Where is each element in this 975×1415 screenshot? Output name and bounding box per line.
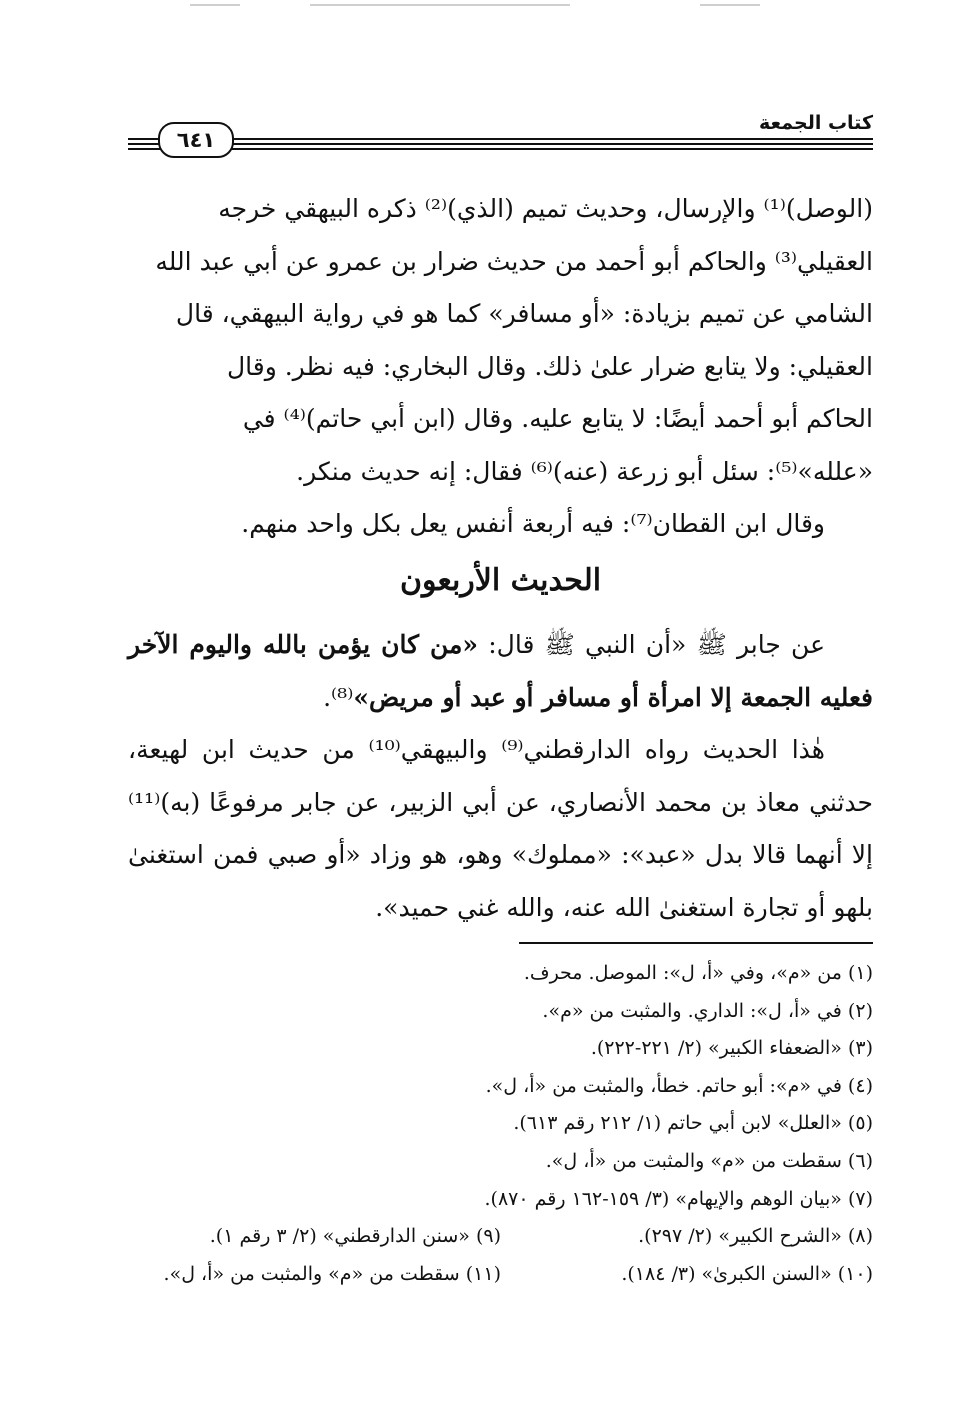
footnote: (٩) «سنن الدارقطني» (٢/ ٣ رقم ١). [209,1225,501,1248]
footnote-ref: ⁽⁸⁾. [323,682,354,712]
text-line: الحاكم أبو أحمد أيضًا: لا يتابع عليه. وقال (ابن أبي حاتم)⁽⁴⁾ في [242,404,873,433]
page-number: ٦٤١ [158,122,234,158]
footnote: (٢) في «أ، ل»: الداري. والمثبت من «م». [542,999,873,1022]
commentary-paragraph: هٰذا الحديث رواه الدارقطني⁽⁹⁾ والبيهقي⁽¹⁰⁾ من حديث ابن لهيعة، حدثني معاذ بن محمد الأنصاري، عن أبي الزبير، عن جابر مرفوعًا (به)⁽¹¹⁾ إلا أنهما قالا بدل «عبد»: «مملوك» وهو، هو وزاد «أو صبي فمن استغنىٰ بلهو أو تجارة استغنىٰ الله عنه، والله غني حميد». [128,735,873,922]
footnote-row [128,1256,873,1294]
footnote: (٨) «الشرح الكبير» (٢/ ٢٩٧). [638,1225,873,1248]
scan-mark [310,4,570,6]
hadith-text [128,619,873,934]
footnote-row [128,1068,873,1106]
footnote: (١١) سقطت من «م» والمثبت من «أ، ل». [163,1262,501,1285]
header-rule [128,138,873,140]
page-header [128,112,873,160]
text-line: (الوصل)⁽¹⁾ والإرسال، وحديث تميم (الذي)⁽²⁾ ذكره البيهقي خرجه [218,194,873,223]
footnote-row [128,1181,873,1219]
hadith-matn: «من كان يؤمن بالله واليوم الآخر فعليه الجمعة إلا امرأة أو مسافر أو عبد أو مريض» [128,630,873,712]
footnote: (١٠) «السنن الكبرىٰ» (٣/ ١٨٤). [621,1262,873,1285]
footnote-row [128,955,873,993]
text-line: وقال ابن القطان⁽⁷⁾: فيه أربعة أنفس يعل بكل واحد منهم. [241,509,825,538]
footnote: (١) من «م»، وفي «أ، ل»: الموصل. محرف. [523,962,873,984]
footnote: (٦) سقطت من «م» والمثبت من «أ، ل». [545,1149,873,1172]
text-line: العقيلي⁽³⁾ والحاكم أبو أحمد من حديث ضرار بن عمرو عن أبي عبد الله [155,246,873,276]
footnote: (٣) «الضعفاء الكبير» (٢/ ٢٢١-٢٢٢). [590,1037,873,1060]
footnote-separator [519,942,873,944]
footnote-row [128,1143,873,1181]
header-rule [128,148,873,150]
scan-mark [190,4,240,6]
footnote-row [128,1218,873,1256]
text-line: «علله»⁽⁵⁾: سئل أبو زرعة (عنه)⁽⁶⁾ فقال: إنه حديث منكر. [296,456,873,486]
footnote: (٧) «بيان الوهم والإيهام» (٣/ ١٥٩-١٦٢ رقم ٨٧٠). [484,1187,873,1210]
hadith-title: الحديث الأربعون [399,563,602,598]
footnote-row [128,1105,873,1143]
footnote-row [128,1030,873,1068]
footnotes [128,955,873,1293]
body-text [128,183,873,551]
header-rule [128,143,873,145]
footnote: (٤) في «م»: أبو حاتم. خطأ، والمثبت من «أ، ل». [485,1074,873,1097]
hadith-intro: عن جابر ﷺ «أن النبي ﷺ قال: [478,630,825,659]
chapter-title: كتاب الجمعة [753,112,873,134]
text-line: العقيلي: ولا يتابع ضرار علىٰ ذلك. وقال البخاري: فيه نظر. وقال [226,351,873,381]
text-line: الشامي عن تميم بزيادة: «أو مسافر» كما هو في رواية البيهقي، قال [175,299,873,328]
scan-mark [700,4,760,6]
hadith-paragraph [128,619,873,724]
footnote-row [128,993,873,1031]
footnote: (٥) «العلل» لابن أبي حاتم (١/ ٢١٢ رقم ٦١٣). [513,1112,873,1135]
